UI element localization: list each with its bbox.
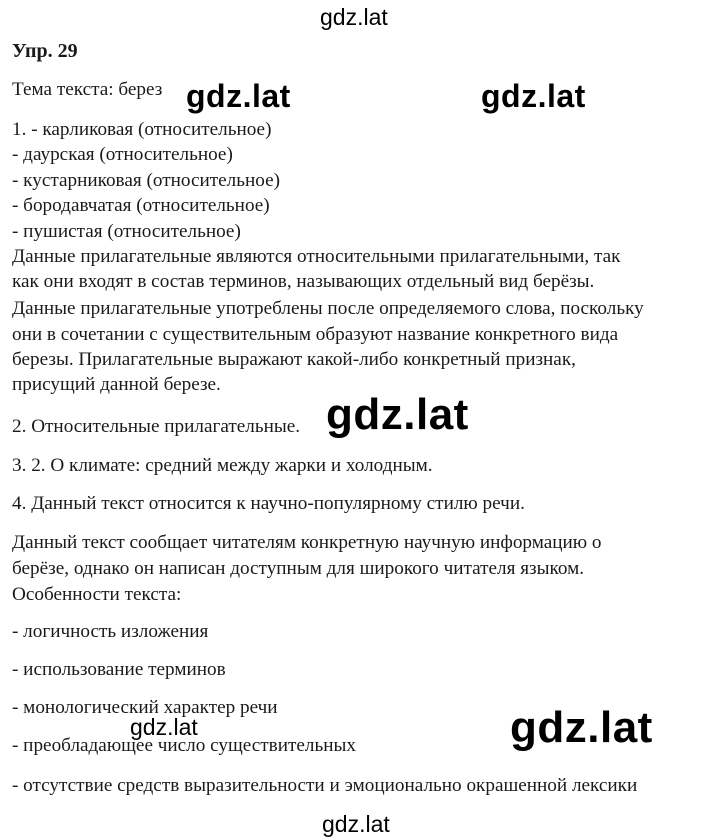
text-line: Данный текст сообщает читателям конкретную научную информацию о — [12, 532, 602, 553]
text-line: Данные прилагательные употреблены после определяемого слова, поскольку — [12, 298, 644, 319]
text-line: - логичность изложения — [12, 621, 209, 642]
text-line: присущий данной березе. — [12, 374, 221, 395]
text-line: - пушистая (относительное) — [12, 221, 241, 242]
text-line: березы. Прилагательные выражают какой-либо конкретный признак, — [12, 349, 576, 370]
watermark-bottom-right: gdz.lat — [510, 703, 653, 752]
text-line: Данные прилагательные являются относительными прилагательными, так — [12, 246, 621, 267]
text-line: - монологический характер речи — [12, 697, 278, 718]
text-line: берёзе, однако он написан доступным для широкого читателя языком. — [12, 558, 585, 579]
text-line: 4. Данный текст относится к научно-популярному стилю речи. — [12, 493, 525, 514]
exercise-title: Упр. 29 — [12, 40, 78, 62]
text-line: Особенности текста: — [12, 584, 182, 605]
text-line: как они входят в состав терминов, называющих отдельный вид берёзы. — [12, 271, 595, 292]
text-line: 1. - карликовая (относительное) — [12, 119, 272, 140]
text-line: - преобладающее число существительных — [12, 735, 356, 756]
text-line: Тема текста: берез — [12, 79, 163, 100]
watermark-top: gdz.lat — [320, 4, 388, 30]
watermark-small-mid: gdz.lat — [130, 714, 198, 740]
watermark-bottom: gdz.lat — [322, 811, 390, 837]
watermark-bold-2: gdz.lat — [481, 78, 586, 114]
text-line: - бородавчатая (относительное) — [12, 195, 270, 216]
text-line: - отсутствие средств выразительности и эмоционально окрашенной лексики — [12, 775, 638, 796]
watermark-center: gdz.lat — [326, 390, 469, 439]
text-line: они в сочетании с существительным образуют название конкретного вида — [12, 324, 619, 345]
text-line: - использование терминов — [12, 659, 226, 680]
watermark-bold-1: gdz.lat — [184, 80, 295, 112]
text-line: - даурская (относительное) — [12, 144, 233, 165]
text-line: - кустарниковая (относительное) — [12, 170, 280, 191]
text-line: 3. 2. О климате: средний между жарки и холодным. — [12, 455, 433, 476]
text-line: 2. Относительные прилагательные. — [12, 416, 301, 437]
